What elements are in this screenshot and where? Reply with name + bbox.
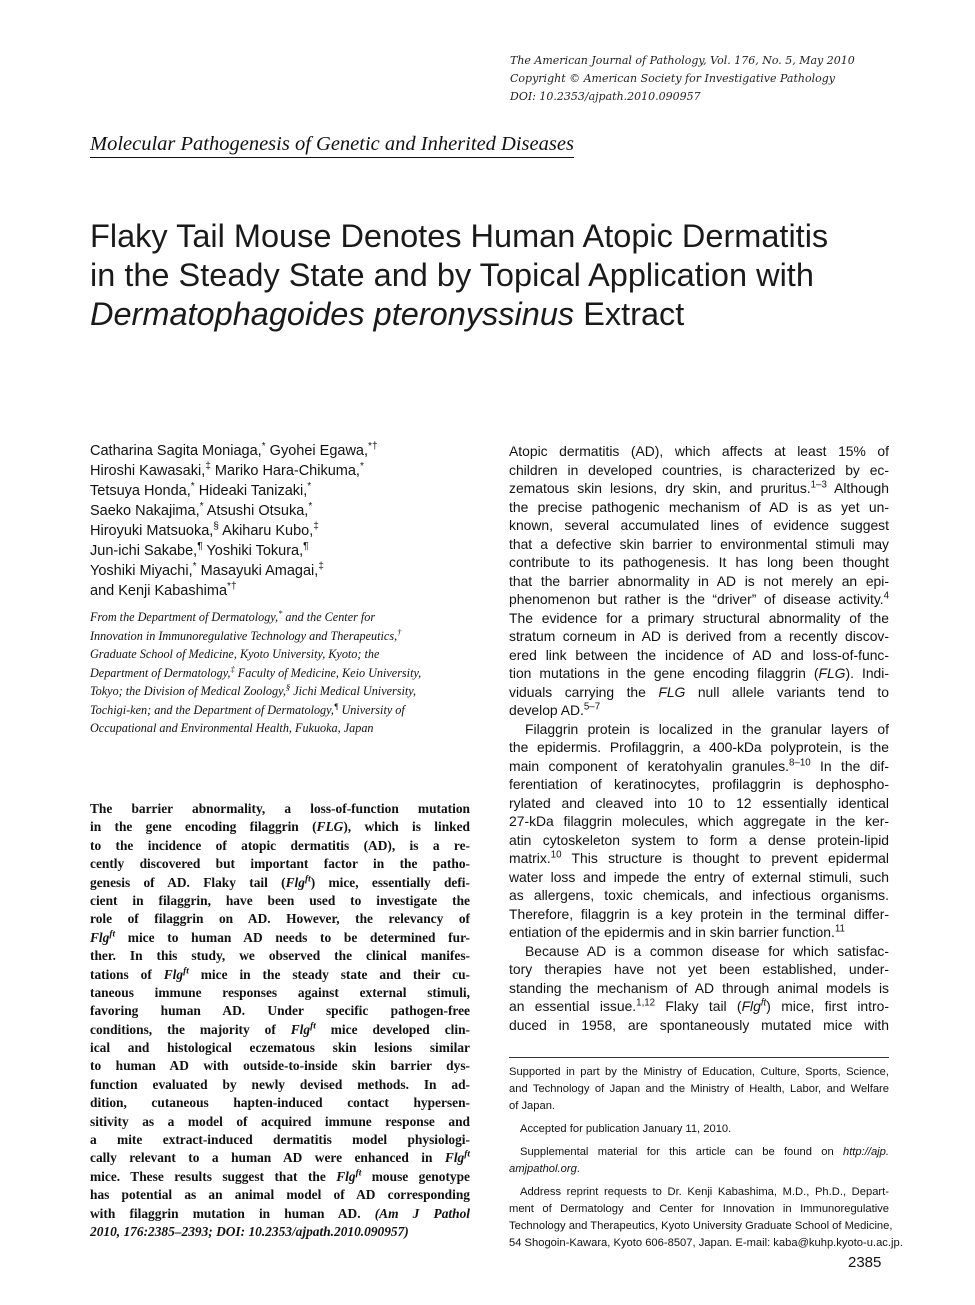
title-line-3 [90,295,910,334]
affiliation-line: Innovation in Immunoregulative Technology and Therapeutics,† [90,626,402,643]
reprint-note: Technology and Therapeutics, Kyoto University Graduate School of Medicine, [509,1220,893,1232]
body-line: zematous skin lesions, dry skin, and pruritus.$^{1-3}$ Although [509,479,889,496]
body-line: rylated and cleaved into 10 to 12 essentially identical [509,794,889,811]
author-line: Catharina Sagita Moniaga,* Gyohei Egawa,*† [90,441,378,459]
body-line: the epidermis. Profilaggrin, a 400-kDa polyprotein, is the [509,739,889,755]
copyright-line: Copyright © American Society for Investigative Pathology [510,72,835,85]
author-line: Hiroshi Kawasaki,‡ Mariko Hara-Chikuma,* [90,461,364,479]
abstract-line: to the incidence of atopic dermatitis (AD), is a re- [90,837,470,853]
author-line: and Kenji Kabashima*† [90,581,237,599]
page-number: 2385 [848,1254,882,1271]
body-line: develop AD.$^{5-7}$ [509,701,601,718]
doi-line: DOI: 10.2353/ajpath.2010.090957 [510,90,701,103]
abstract-line: to human AD with outside-to-inside skin barrier dys- [90,1058,470,1074]
supplemental-note: Supplemental material for this article can be found on http://ajp. [520,1146,889,1158]
body-line: children in developed countries, is characterized by ec- [509,461,889,478]
abstract-line: favoring human AD. Under specific pathogen-free [90,1003,470,1019]
section-heading: Molecular Pathogenesis of Genetic and Inherited Diseases [90,131,574,158]
supplemental-link[interactable]: amjpathol.org [509,1163,577,1175]
body-line: entiation of the epidermis and in skin barrier function.$^{11}$ [509,923,845,940]
title-species-name: Dermatophagoides pteronyssinus [90,296,575,332]
abstract-line: tations of Flg$^{ft}$ mice in the steady state and their cu- [90,966,470,982]
title-line-3-rest: Extract [574,296,685,332]
reprint-note: ment of Dermatology and Center for Innovation in Immunoregulative [509,1203,889,1215]
journal-citation: The American Journal of Pathology, Vol. 176, No. 5, May 2010 [510,54,855,67]
abstract-line: taneous immune responses against external stimuli, [90,984,470,1000]
abstract-line: cally relevant to a human AD were enhanced in Flg$^{ft}$ [90,1149,470,1166]
body-line: duced in 1958, are spontaneously mutated mice with [509,1016,889,1033]
body-line: contribute to its pathogenesis. It has long been thought [509,554,889,570]
footnote-divider [509,1057,889,1058]
abstract-line: a mite extract-induced dermatitis model physiologi- [90,1132,470,1148]
body-line: viduals carrying the FLG null allele variants tend to [509,683,889,700]
affiliation-line: From the Department of Dermatology,* and the Center for [90,607,376,624]
body-line: ered link between the incidence of AD and loss-of-func- [509,646,889,663]
body-line: main component of keratohyalin granules.$^{8-10}$ In the dif- [509,756,889,774]
abstract-line: cient in filaggrin, have been used to investigate the [90,892,470,908]
footnotes [509,1064,903,1252]
abstract-line: conditions, the majority of Flg$^{ft}$ mice developed clin- [90,1021,470,1037]
journal-header [510,52,950,106]
body-line: Filaggrin protein is localized in the granular layers of [525,720,889,737]
affiliation-line: Occupational and Environmental Health, Fukuoka, Japan [90,721,374,735]
body-line: 27-kDa filaggrin molecules, which aggregate in the ker- [509,813,889,829]
abstract-line: mice. These results suggest that the Flg$^{ft}$ mouse genotype [90,1168,470,1184]
article-title [90,217,910,334]
funding-note: and Technology of Japan and the Ministry of Health, Labor, and Welfare [509,1083,889,1095]
abstract-line: The barrier abnormality, a loss-of-function mutation [90,801,470,816]
body-line: stratum corneum in AD is derived from a recently discov- [509,628,889,644]
abstract-line: role of filaggrin on AD. However, the relevancy of [90,911,470,927]
affiliation-line: Department of Dermatology,‡ Faculty of Medicine, Keio University, [90,663,422,680]
body-line: standing the mechanism of AD through animal models is [509,979,889,996]
body-line: that the barrier abnormality in AD is not merely an epi- [509,572,889,589]
funding-note: of Japan. [509,1100,556,1112]
abstract-line: function evaluated by newly devised methods. In ad- [90,1076,470,1092]
body-line: the precise pathogenic mechanism of AD is as yet un- [509,498,889,515]
abstract-line: dition, cutaneous hapten-induced contact hypersen- [90,1095,470,1111]
author-line: Tetsuya Honda,* Hideaki Tanizaki,* [90,481,312,499]
supplemental-note: amjpathol.org. [509,1163,580,1175]
abstract-line: genesis of AD. Flaky tail (Flg$^{ft}$) mice, essentially defi- [90,874,470,890]
abstract-line: cently discovered but important factor in the patho- [90,856,470,872]
author-line: Yoshiki Miyachi,* Masayuki Amagai,‡ [90,561,324,579]
body-line: The evidence for a primary structural abnormality of the [509,609,889,626]
body-line: matrix.$^{10}$ This structure is thought to prevent epidermal [509,849,889,866]
body-line: an essential issue.$^{1,12}$ Flaky tail (Flg$^{ft}$) mice, first intro- [509,997,889,1014]
title-line-2: in the Steady State and by Topical Application with [90,257,814,293]
title-line-1: Flaky Tail Mouse Denotes Human Atopic Dermatitis [90,218,829,254]
body-line: known, several accumulated lines of evidence suggest [509,517,889,533]
reprint-note: Address reprint requests to Dr. Kenji Kabashima, M.D., Ph.D., Depart- [520,1186,889,1198]
abstract-line [90,1223,470,1241]
abstract-line: Flg$^{ft}$ mice to human AD needs to be determined fur- [90,929,470,945]
author-line: Jun-ichi Sakabe,¶ Yoshiki Tokura,¶ [90,541,309,559]
affiliation-line: Graduate School of Medicine, Kyoto University, Kyoto; the [90,647,380,661]
accepted-date: Accepted for publication January 11, 2010. [520,1123,732,1135]
abstract-line: ical and histological eczematous skin lesions similar [90,1040,470,1056]
body-line: tory therapies have not yet been established, under- [509,961,889,977]
abstract-line: in the gene encoding filaggrin (FLG), which is linked [90,819,470,835]
body-line: atin cytoskeleton system to form a dense protein-lipid [509,831,889,848]
body-line: Atopic dermatitis (AD), which affects at least 15% of [509,443,889,459]
funding-note: Supported in part by the Ministry of Education, Culture, Sports, Science, [509,1066,889,1078]
affiliations [90,608,470,738]
abstract-line: ther. In this study, we observed the clinical manifes- [90,948,470,964]
body-line: Because AD is a common disease for which satisfac- [525,942,889,959]
abstract-line: with filaggrin mutation in human AD. (Am J Pathol [90,1205,470,1221]
author-line: Hiroyuki Matsuoka,§ Akiharu Kubo,‡ [90,521,319,539]
affiliation-line: Tochigi-ken; and the Department of Dermatology,¶ University of [90,700,405,717]
body-line: Therefore, filaggrin is a key protein in the terminal differ- [509,905,889,922]
body-line: phenomenon but rather is the “driver” of disease activity.$^4$ [509,590,889,607]
abstract-line: sitivity as a model of acquired immune response and [90,1113,470,1129]
citation: 2010, 176:2385–2393; DOI: 10.2353/ajpath.2010.090957) [90,1223,409,1239]
affiliation-line: Tokyo; the Division of Medical Zoology,§ Jichi Medical University, [90,681,417,698]
author-line: Saeko Nakajima,* Atsushi Otsuka,* [90,501,313,519]
body-line: tion mutations in the gene encoding filaggrin (FLG). Indi- [509,665,889,681]
body-line: as allergens, toxic chemicals, and infectious organisms. [509,887,889,903]
body-line: that a defective skin barrier to environmental stimuli may [509,535,889,552]
citation: (Am J Pathol [374,1205,470,1221]
reprint-note: 54 Shogoin-Kawara, Kyoto 606-8507, Japan. E-mail: kaba@kuhp.kyoto-u.ac.jp. [509,1237,903,1249]
abstract [90,800,470,1241]
supplemental-link[interactable]: http://ajp. [842,1146,889,1158]
author-list [90,441,490,601]
abstract-line: has potential as an animal model of AD corresponding [90,1187,470,1203]
body-line: ferentiation of keratinocytes, profilaggrin is dephospho- [509,776,889,792]
body-line: water loss and impede the entry of external stimuli, such [509,868,889,885]
body-text [509,442,889,1034]
